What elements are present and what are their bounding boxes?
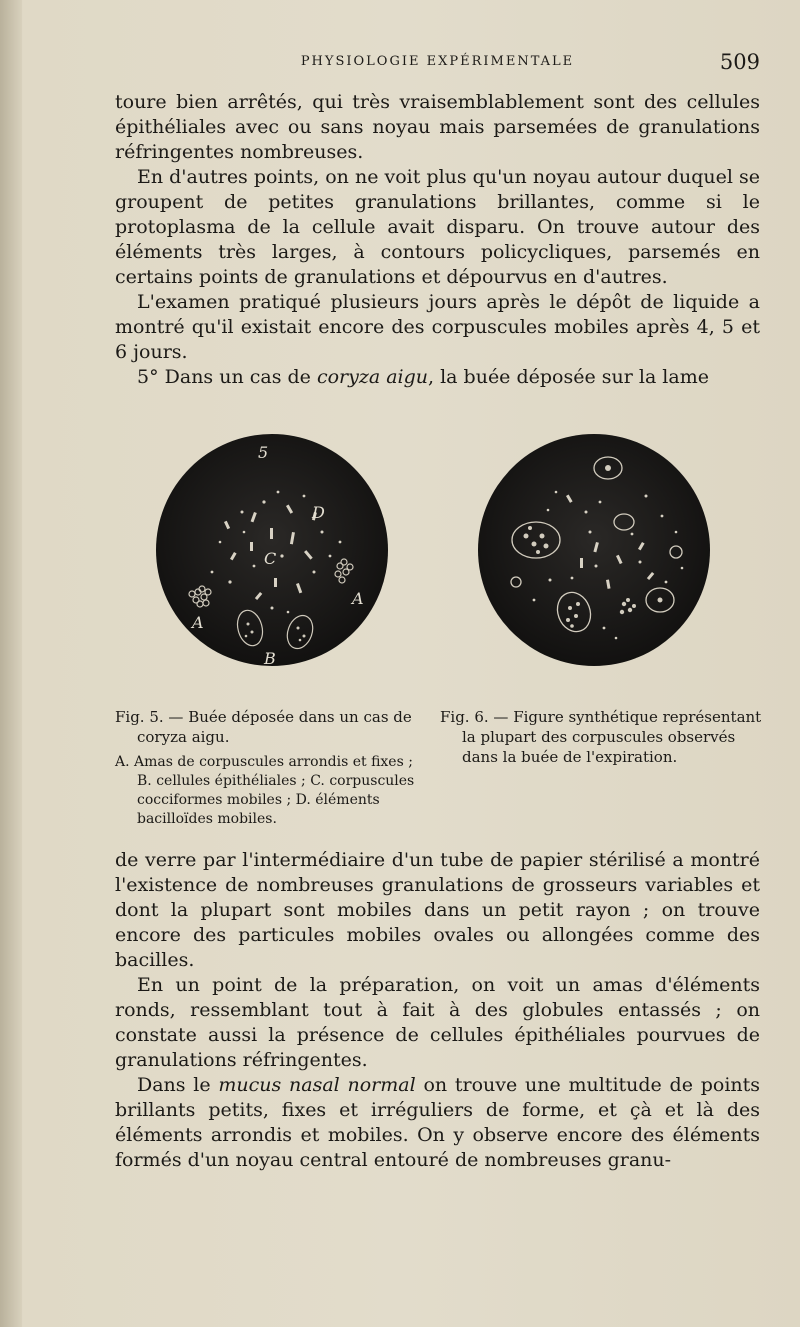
paragraph-mucus (115, 1073, 760, 1173)
figure-6-caption (440, 707, 762, 767)
figure-6-micrograph (476, 432, 712, 668)
paragraph: de verre par l'intermédiaire d'un tube de papier stérilisé a montré l'existence de nombreuses granulations de grosseurs variables et dont la plupart sont mobiles dans un petit rayon ; on trouve encore des particules mobiles ovales ou allongées comme des bacilles. (115, 849, 760, 971)
page-header (115, 50, 760, 76)
fig5-label-A-right: A (352, 589, 364, 608)
paragraph: toure bien arrêtés, qui très vraisemblablement sont des cellules épithéliales avec ou sans noyau mais parsemées de granulations réfringentes nombreuses. (115, 91, 760, 163)
page-gutter (0, 0, 22, 1327)
paragraph: En un point de la préparation, on voit un amas d'éléments ronds, ressemblant tout à fait à des globules entassés ; on constate aussi la présence de cellules épithéliales pourvues de granulations réfringentes. (115, 974, 760, 1071)
page-number: 509 (719, 50, 760, 74)
fig5-label-C: C (264, 549, 277, 568)
figure-6-drawing (476, 432, 712, 668)
figure-5-caption-title: Fig. 5. — Buée déposée dans un cas de coryza aigu. (115, 708, 412, 746)
text-block-bottom (115, 848, 760, 1173)
fig5-label-D: D (312, 503, 325, 522)
text-span: Dans le (137, 1074, 219, 1096)
figure-5-caption (115, 707, 425, 829)
paragraph-coryza (115, 365, 760, 390)
fig5-label-A-left: A (192, 613, 204, 632)
text-block-top (115, 90, 760, 390)
figure-5-micrograph (154, 432, 390, 668)
figure-5-drawing (154, 432, 390, 668)
text-span: on trouve une multitude de points brillants petits, fixes et irréguliers de forme, et çà et là des éléments arrondis et mobiles. On y observe encore des éléments formés d'un noyau central entouré de nombreuses granu- (115, 1074, 761, 1171)
fig5-label-5: 5 (258, 443, 269, 462)
text-span: 5° Dans un cas de (137, 366, 317, 388)
text-span: , la buée déposée sur la lame (428, 366, 709, 388)
italic-term: mucus nasal normal (218, 1074, 416, 1096)
paragraph: L'examen pratiqué plusieurs jours après le dépôt de liquide a montré qu'il existait encore des corpuscules mobiles après 4, 5 et 6 jours. (115, 291, 760, 363)
figure-5-caption-legend: A. Amas de corpuscules arrondis et fixes ; B. cellules épithéliales ; C. corpuscules cocciformes mobiles ; D. éléments bacilloïdes mobiles. (115, 754, 415, 827)
figure-6-caption-title: Fig. 6. — Figure synthétique représentant la plupart des corpuscules observés dans la buée de l'expiration. (440, 708, 762, 766)
italic-term: coryza aigu (316, 366, 429, 388)
fig5-label-B: B (264, 649, 276, 668)
running-head: PHYSIOLOGIE EXPÉRIMENTALE (300, 54, 575, 69)
paragraph: En d'autres points, on ne voit plus qu'un noyau autour duquel se groupent de petites granulations brillantes, comme si le protoplasma de la cellule avait disparu. On trouve autour des éléments très larges, à contours policycliques, parsemés en certains points de granulations et dépourvus en d'autres. (115, 166, 760, 288)
